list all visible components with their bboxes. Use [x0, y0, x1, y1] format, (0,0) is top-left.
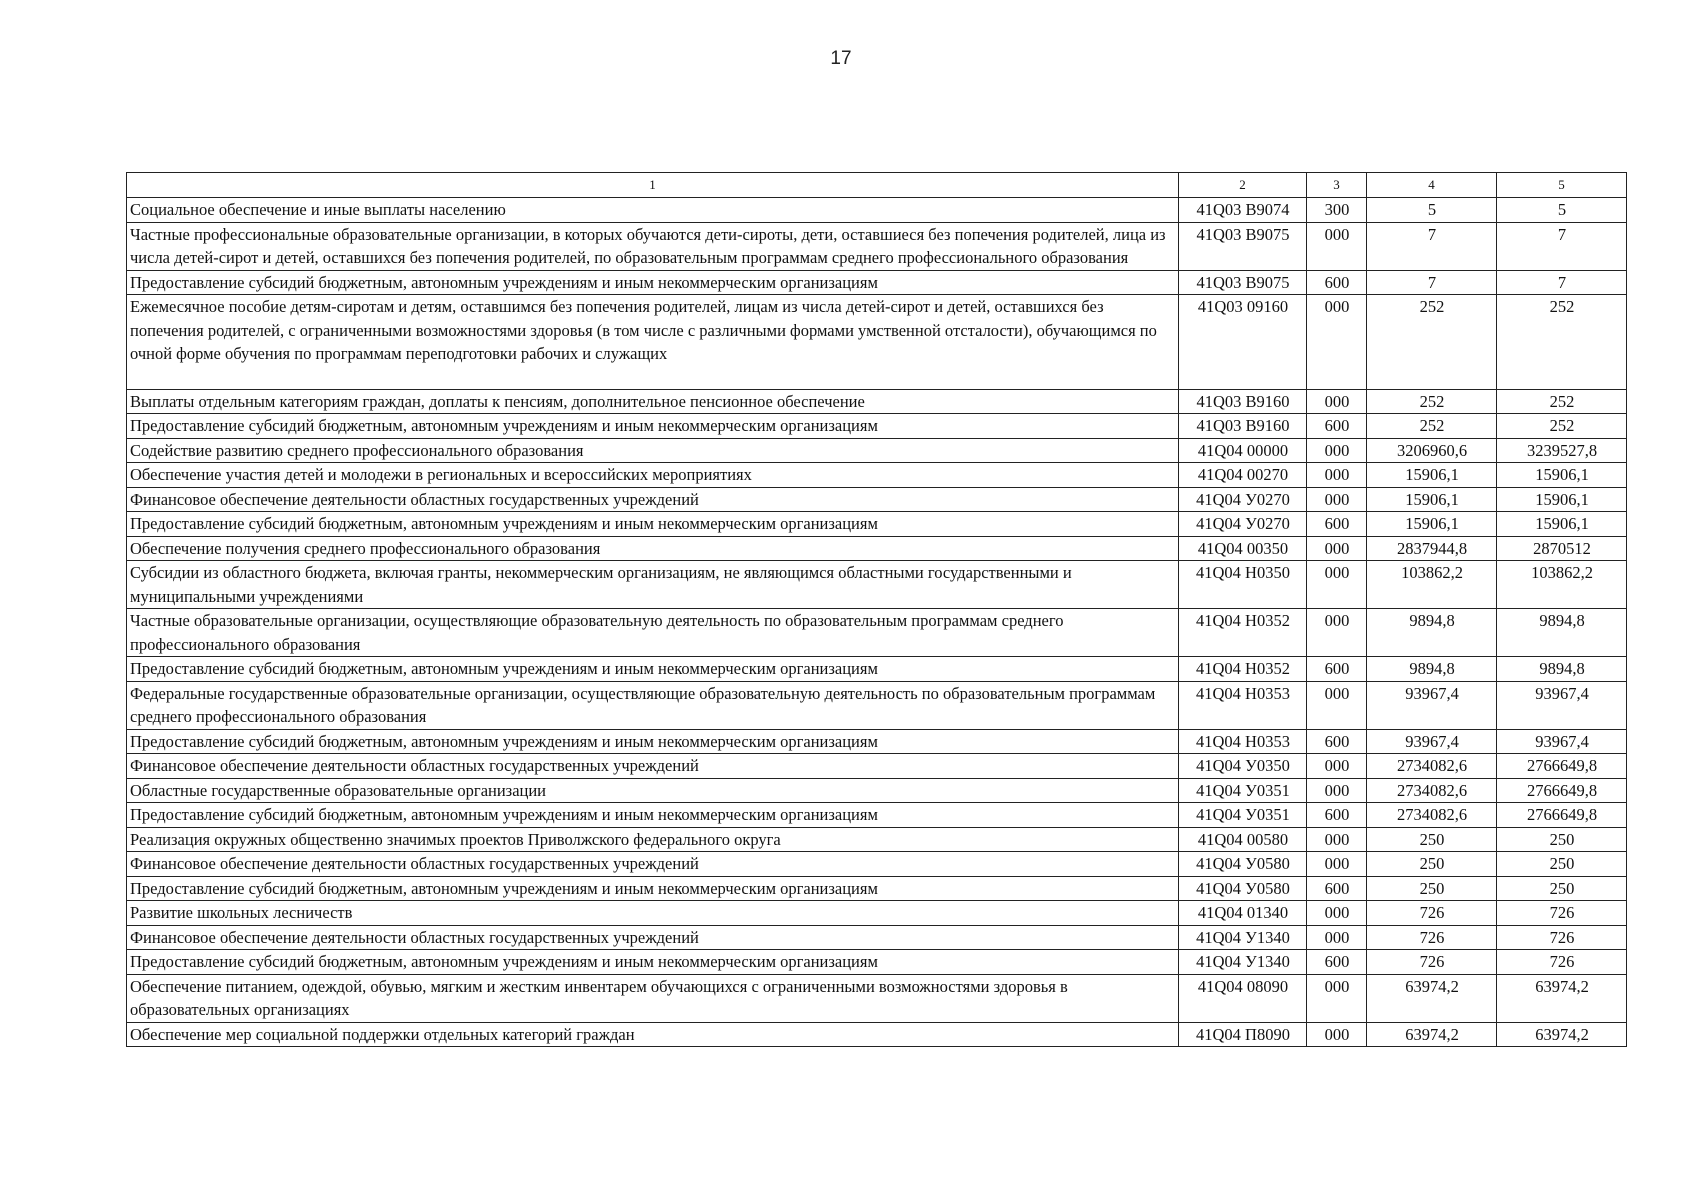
row-value-col5-cell: 3239527,8: [1497, 438, 1627, 463]
row-name-cell: Ежемесячное пособие детям-сиротам и детям, оставшимся без попечения родителей, лицам из числа детей-сирот и детей, оставшихся без попечения родителей, с ограниченными возможностями здоровья (в том числе с различными формами умственной отсталости), обучающимся по очной форме обучения по программам переподготовки рабочих и служащих: [127, 295, 1179, 390]
row-name-cell: Частные профессиональные образовательные организации, в которых обучаются дети-сироты, дети, оставшиеся без попечения родителей, лица из числа детей-сирот и детей, оставшихся без попечения родителей, по образовательным программам среднего профессионального образования: [127, 222, 1179, 270]
table-row: [127, 657, 1627, 682]
row-value-col5-cell: 15906,1: [1497, 463, 1627, 488]
row-value-col4-cell: 5: [1367, 198, 1497, 223]
row-type-cell: 000: [1307, 681, 1367, 729]
row-value-col5-cell: 726: [1497, 925, 1627, 950]
table-row: [127, 295, 1627, 390]
row-value-col5-cell: 93967,4: [1497, 681, 1627, 729]
row-value-col5-cell: 250: [1497, 852, 1627, 877]
row-value-col4-cell: 726: [1367, 901, 1497, 926]
row-value-col4-cell: 93967,4: [1367, 729, 1497, 754]
row-value-col5-cell: 7: [1497, 222, 1627, 270]
row-value-col4-cell: 3206960,6: [1367, 438, 1497, 463]
row-code-cell: 41Q04 H0352: [1179, 609, 1307, 657]
row-code-cell: 41Q03 09160: [1179, 295, 1307, 390]
row-value-col4-cell: 15906,1: [1367, 463, 1497, 488]
row-value-col5-cell: 726: [1497, 950, 1627, 975]
row-name-cell: Финансовое обеспечение деятельности областных государственных учреждений: [127, 487, 1179, 512]
table-row: [127, 729, 1627, 754]
table-row: [127, 222, 1627, 270]
row-value-col5-cell: 2766649,8: [1497, 803, 1627, 828]
table-row: [127, 827, 1627, 852]
row-value-col4-cell: 15906,1: [1367, 487, 1497, 512]
table-row: [127, 463, 1627, 488]
row-value-col5-cell: 9894,8: [1497, 609, 1627, 657]
row-type-cell: 000: [1307, 609, 1367, 657]
row-name-cell: Предоставление субсидий бюджетным, автономным учреждениям и иным некоммерческим организациям: [127, 729, 1179, 754]
header-cell-2: 2: [1179, 173, 1307, 198]
table-row: [127, 950, 1627, 975]
row-type-cell: 600: [1307, 270, 1367, 295]
row-type-cell: 000: [1307, 925, 1367, 950]
row-code-cell: 41Q04 H0353: [1179, 729, 1307, 754]
row-type-cell: 000: [1307, 389, 1367, 414]
row-value-col4-cell: 15906,1: [1367, 512, 1497, 537]
row-name-cell: Частные образовательные организации, осуществляющие образовательную деятельность по образовательным программам среднего профессионального образования: [127, 609, 1179, 657]
row-code-cell: 41Q04 У0580: [1179, 876, 1307, 901]
table-row: [127, 925, 1627, 950]
row-code-cell: 41Q03 B9074: [1179, 198, 1307, 223]
table-row: [127, 561, 1627, 609]
row-code-cell: 41Q04 08090: [1179, 974, 1307, 1022]
table-row: [127, 974, 1627, 1022]
row-value-col5-cell: 9894,8: [1497, 657, 1627, 682]
table-row: [127, 852, 1627, 877]
row-name-cell: Предоставление субсидий бюджетным, автономным учреждениям и иным некоммерческим организациям: [127, 270, 1179, 295]
row-value-col4-cell: 7: [1367, 222, 1497, 270]
row-name-cell: Обеспечение получения среднего профессионального образования: [127, 536, 1179, 561]
table-row: [127, 901, 1627, 926]
row-type-cell: 600: [1307, 512, 1367, 537]
row-value-col5-cell: 252: [1497, 414, 1627, 439]
row-name-cell: Финансовое обеспечение деятельности областных государственных учреждений: [127, 852, 1179, 877]
header-cell-4: 4: [1367, 173, 1497, 198]
row-code-cell: 41Q03 B9160: [1179, 389, 1307, 414]
row-code-cell: 41Q04 01340: [1179, 901, 1307, 926]
row-type-cell: 600: [1307, 414, 1367, 439]
row-type-cell: 000: [1307, 222, 1367, 270]
row-value-col5-cell: 7: [1497, 270, 1627, 295]
row-value-col5-cell: 93967,4: [1497, 729, 1627, 754]
table-row: [127, 487, 1627, 512]
row-code-cell: 41Q03 B9160: [1179, 414, 1307, 439]
table-row: [127, 681, 1627, 729]
row-code-cell: 41Q04 00000: [1179, 438, 1307, 463]
row-value-col5-cell: 15906,1: [1497, 487, 1627, 512]
row-type-cell: 000: [1307, 901, 1367, 926]
row-code-cell: 41Q04 У0350: [1179, 754, 1307, 779]
row-name-cell: Предоставление субсидий бюджетным, автономным учреждениям и иным некоммерческим организациям: [127, 803, 1179, 828]
row-value-col5-cell: 5: [1497, 198, 1627, 223]
table-row: [127, 512, 1627, 537]
row-code-cell: 41Q04 У0270: [1179, 512, 1307, 537]
row-value-col5-cell: 63974,2: [1497, 1022, 1627, 1047]
table-row: [127, 1022, 1627, 1047]
row-value-col4-cell: 726: [1367, 950, 1497, 975]
row-type-cell: 000: [1307, 487, 1367, 512]
row-name-cell: Обеспечение участия детей и молодежи в региональных и всероссийских мероприятиях: [127, 463, 1179, 488]
row-name-cell: Предоставление субсидий бюджетным, автономным учреждениям и иным некоммерческим организациям: [127, 876, 1179, 901]
row-value-col5-cell: 2766649,8: [1497, 778, 1627, 803]
table-row: [127, 609, 1627, 657]
row-value-col5-cell: 250: [1497, 876, 1627, 901]
header-cell-3: 3: [1307, 173, 1367, 198]
row-type-cell: 000: [1307, 974, 1367, 1022]
table-row: [127, 803, 1627, 828]
row-name-cell: Содействие развитию среднего профессионального образования: [127, 438, 1179, 463]
row-value-col4-cell: 252: [1367, 295, 1497, 390]
row-name-cell: Предоставление субсидий бюджетным, автономным учреждениям и иным некоммерческим организациям: [127, 657, 1179, 682]
table-row: [127, 754, 1627, 779]
row-value-col4-cell: 250: [1367, 852, 1497, 877]
table-row: [127, 198, 1627, 223]
row-value-col4-cell: 103862,2: [1367, 561, 1497, 609]
row-code-cell: 41Q04 H0352: [1179, 657, 1307, 682]
table-row: [127, 876, 1627, 901]
page-number: 17: [830, 48, 852, 69]
row-code-cell: 41Q04 H0350: [1179, 561, 1307, 609]
row-name-cell: Субсидии из областного бюджета, включая гранты, некоммерческим организациям, не являющимся областными государственными и муниципальными учреждениями: [127, 561, 1179, 609]
row-value-col5-cell: 2870512: [1497, 536, 1627, 561]
row-name-cell: Предоставление субсидий бюджетным, автономным учреждениям и иным некоммерческим организациям: [127, 414, 1179, 439]
row-value-col4-cell: 7: [1367, 270, 1497, 295]
row-code-cell: 41Q04 П8090: [1179, 1022, 1307, 1047]
row-type-cell: 000: [1307, 536, 1367, 561]
row-name-cell: Областные государственные образовательные организации: [127, 778, 1179, 803]
header-cell-5: 5: [1497, 173, 1627, 198]
row-name-cell: Обеспечение питанием, одеждой, обувью, мягким и жестким инвентарем обучающихся с ограниченными возможностями здоровья в образовательных организациях: [127, 974, 1179, 1022]
header-row: [127, 173, 1627, 198]
row-type-cell: 000: [1307, 827, 1367, 852]
row-value-col4-cell: 63974,2: [1367, 1022, 1497, 1047]
row-type-cell: 000: [1307, 561, 1367, 609]
budget-table: [126, 172, 1627, 1047]
row-value-col4-cell: 9894,8: [1367, 609, 1497, 657]
row-type-cell: 600: [1307, 950, 1367, 975]
header-cell-1: 1: [127, 173, 1179, 198]
row-value-col4-cell: 2734082,6: [1367, 778, 1497, 803]
row-code-cell: 41Q04 У1340: [1179, 950, 1307, 975]
row-name-cell: Финансовое обеспечение деятельности областных государственных учреждений: [127, 925, 1179, 950]
row-type-cell: 600: [1307, 803, 1367, 828]
table-row: [127, 438, 1627, 463]
table-row: [127, 414, 1627, 439]
row-code-cell: 41Q03 B9075: [1179, 222, 1307, 270]
table-body: [127, 198, 1627, 1047]
row-type-cell: 000: [1307, 438, 1367, 463]
row-value-col5-cell: 250: [1497, 827, 1627, 852]
table-row: [127, 389, 1627, 414]
row-value-col4-cell: 9894,8: [1367, 657, 1497, 682]
row-value-col5-cell: 252: [1497, 389, 1627, 414]
row-name-cell: Предоставление субсидий бюджетным, автономным учреждениям и иным некоммерческим организациям: [127, 512, 1179, 537]
row-code-cell: 41Q04 У0270: [1179, 487, 1307, 512]
row-value-col5-cell: 15906,1: [1497, 512, 1627, 537]
row-name-cell: Социальное обеспечение и иные выплаты населению: [127, 198, 1179, 223]
table-row: [127, 270, 1627, 295]
row-code-cell: 41Q04 У0580: [1179, 852, 1307, 877]
row-value-col5-cell: 63974,2: [1497, 974, 1627, 1022]
row-code-cell: 41Q04 У0351: [1179, 778, 1307, 803]
row-code-cell: 41Q04 00350: [1179, 536, 1307, 561]
row-code-cell: 41Q04 У0351: [1179, 803, 1307, 828]
row-type-cell: 000: [1307, 754, 1367, 779]
row-type-cell: 000: [1307, 463, 1367, 488]
row-value-col4-cell: 63974,2: [1367, 974, 1497, 1022]
row-name-cell: Реализация окружных общественно значимых проектов Приволжского федерального округа: [127, 827, 1179, 852]
row-value-col5-cell: 726: [1497, 901, 1627, 926]
row-name-cell: Развитие школьных лесничеств: [127, 901, 1179, 926]
row-type-cell: 000: [1307, 778, 1367, 803]
row-code-cell: 41Q04 00270: [1179, 463, 1307, 488]
row-value-col4-cell: 252: [1367, 389, 1497, 414]
row-code-cell: 41Q04 H0353: [1179, 681, 1307, 729]
row-value-col4-cell: 252: [1367, 414, 1497, 439]
row-value-col4-cell: 250: [1367, 827, 1497, 852]
row-name-cell: Обеспечение мер социальной поддержки отдельных категорий граждан: [127, 1022, 1179, 1047]
row-type-cell: 000: [1307, 295, 1367, 390]
row-value-col5-cell: 252: [1497, 295, 1627, 390]
row-type-cell: 000: [1307, 1022, 1367, 1047]
table-row: [127, 778, 1627, 803]
row-value-col5-cell: 103862,2: [1497, 561, 1627, 609]
row-type-cell: 600: [1307, 657, 1367, 682]
table-row: [127, 536, 1627, 561]
row-value-col5-cell: 2766649,8: [1497, 754, 1627, 779]
row-value-col4-cell: 93967,4: [1367, 681, 1497, 729]
row-value-col4-cell: 250: [1367, 876, 1497, 901]
row-type-cell: 600: [1307, 876, 1367, 901]
row-name-cell: Выплаты отдельным категориям граждан, доплаты к пенсиям, дополнительное пенсионное обеспечение: [127, 389, 1179, 414]
row-type-cell: 600: [1307, 729, 1367, 754]
row-code-cell: 41Q03 B9075: [1179, 270, 1307, 295]
row-value-col4-cell: 2734082,6: [1367, 754, 1497, 779]
row-type-cell: 000: [1307, 852, 1367, 877]
row-code-cell: 41Q04 00580: [1179, 827, 1307, 852]
row-name-cell: Предоставление субсидий бюджетным, автономным учреждениям и иным некоммерческим организациям: [127, 950, 1179, 975]
row-name-cell: Финансовое обеспечение деятельности областных государственных учреждений: [127, 754, 1179, 779]
row-type-cell: 300: [1307, 198, 1367, 223]
row-value-col4-cell: 726: [1367, 925, 1497, 950]
row-name-cell: Федеральные государственные образовательные организации, осуществляющие образовательную деятельность по образовательным программам среднего профессионального образования: [127, 681, 1179, 729]
row-value-col4-cell: 2734082,6: [1367, 803, 1497, 828]
row-code-cell: 41Q04 У1340: [1179, 925, 1307, 950]
row-value-col4-cell: 2837944,8: [1367, 536, 1497, 561]
